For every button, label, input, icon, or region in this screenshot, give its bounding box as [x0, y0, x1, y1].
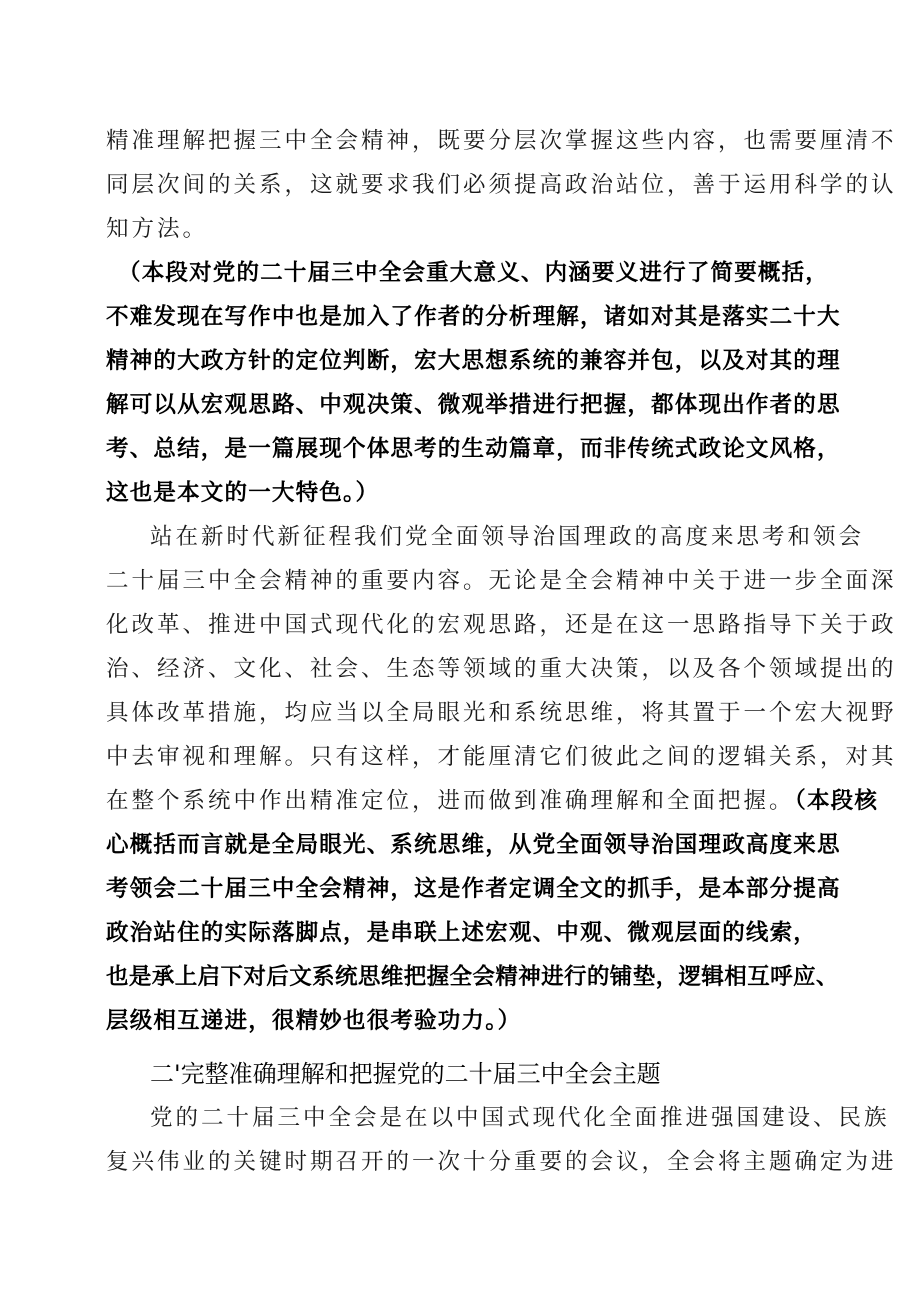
- commentary-segment: （本段核: [794, 788, 879, 814]
- body-text-line: 具体改革措施，均应当以全局眼光和系统思维，将其置于一个宏大视野: [106, 700, 897, 726]
- section-heading: 二'完整准确理解和把握党的二十届三中全会主题: [150, 1060, 661, 1088]
- body-text-line: 同层次间的关系，这就要求我们必须提高政治站位，善于运用科学的认: [106, 172, 897, 198]
- commentary-line: （本段对党的二十届三中全会重大意义、内涵要义进行了简要概括，: [118, 260, 830, 286]
- body-text-line: 中去审视和理解。只有这样，才能厘清它们彼此之间的逻辑关系，对其: [106, 744, 897, 770]
- commentary-line: 也是承上启下对后文系统思维把握全会精神进行的铺垫，逻辑相互呼应、: [106, 964, 839, 990]
- commentary-line: 考领会二十届三中全会精神，这是作者定调全文的抓手，是本部分提高: [106, 876, 841, 902]
- body-text-line: 复兴伟业的关键时期召开的一次十分重要的会议，全会将主题确定为进: [106, 1149, 897, 1175]
- commentary-line: 层级相互递进，很精妙也很考验功力。）: [106, 1008, 522, 1034]
- commentary-line: 政治站住的实际落脚点，是串联上述宏观、中观、微观层面的线索，: [106, 920, 818, 946]
- commentary-line: 考、总结，是一篇展现个体思考的生动篇章，而非传统式政论文风格，: [106, 436, 841, 462]
- body-text-segment: 在整个系统中作出精准定位，进而做到准确理解和全面把握。: [106, 788, 795, 814]
- body-text-line: 知方法。: [106, 216, 209, 242]
- body-text-line: 治、经济、文化、社会、生态等领域的重大决策，以及各个领域提出的: [106, 656, 897, 682]
- commentary-line: 心概括而言就是全局眼光、系统思维，从党全面领导治国理政高度来思: [106, 832, 841, 858]
- commentary-line: 这也是本文的一大特色。）: [106, 480, 380, 506]
- body-text-line: 二十届三中全会精神的重要内容。无论是全会精神中关于进一步全面深: [106, 568, 897, 594]
- commentary-line: 解可以从宏观思路、中观决策、微观举措进行把握，都体现出作者的思: [106, 392, 841, 418]
- mixed-text-line: [106, 779, 879, 823]
- body-text-line: 化改革、推进中国式现代化的宏观思路，还是在这一思路指导下关于政: [106, 612, 897, 638]
- commentary-line: 不难发现在写作中也是加入了作者的分析理解，诸如对其是落实二十大: [106, 304, 841, 330]
- commentary-line: 精神的大政方针的定位判断，宏大思想系统的兼容并包，以及对其的理: [106, 348, 841, 374]
- body-text-line: 党的二十届三中全会是在以中国式现代化全面推进强国建设、民族: [150, 1105, 890, 1131]
- body-text-line: 精准理解把握三中全会精神，既要分层次掌握这些内容，也需要厘清不: [106, 128, 897, 154]
- body-text-line: 站在新时代新征程我们党全面领导治国理政的高度来思考和领会: [150, 524, 865, 550]
